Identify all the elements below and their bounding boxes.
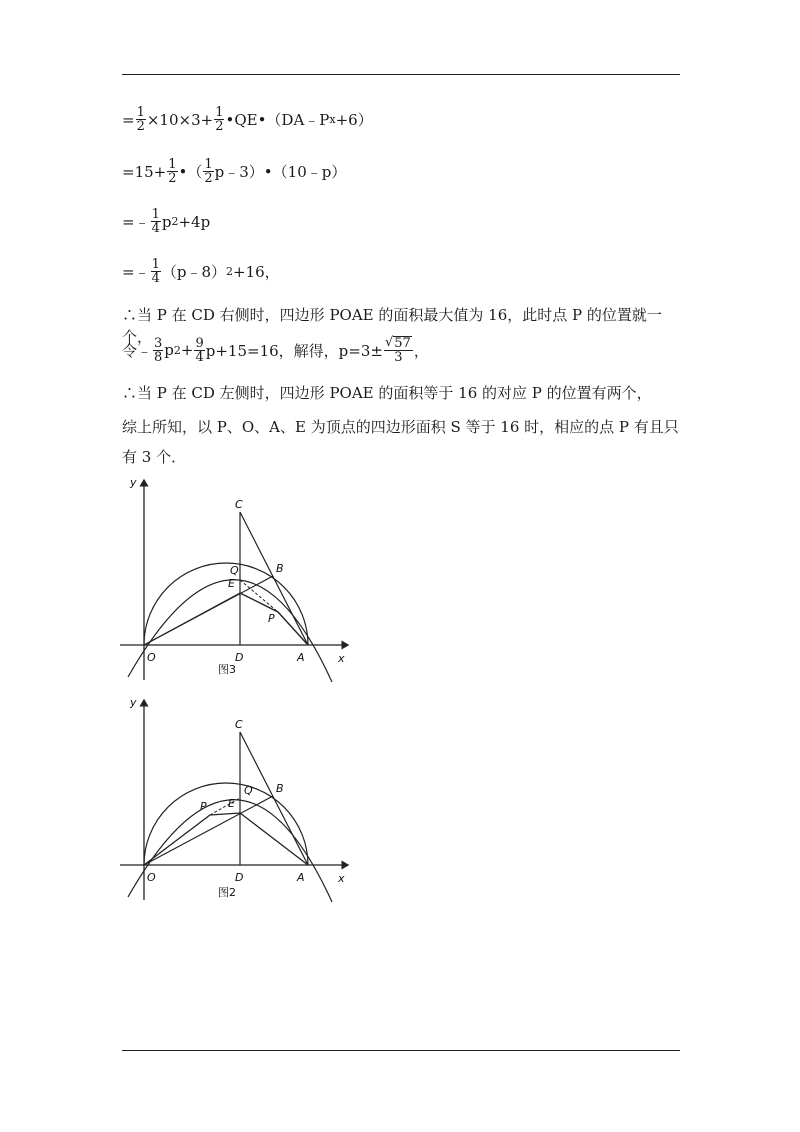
line-ca bbox=[240, 732, 308, 865]
radicand: 57 bbox=[394, 336, 411, 351]
text: （p﹣8） bbox=[161, 263, 227, 281]
text: p bbox=[161, 212, 172, 231]
line-oe bbox=[144, 593, 240, 645]
text: ， bbox=[413, 341, 429, 360]
paragraph-1: ∴当 P 在 CD 右侧时，四边形 POAE 的面积最大值为 16，此时点 P 的位置就一个， bbox=[122, 306, 662, 346]
denominator: 3 bbox=[394, 350, 403, 365]
label-p: P bbox=[268, 612, 275, 625]
numerator: 1 bbox=[204, 157, 213, 172]
label-e: E bbox=[228, 577, 235, 590]
numerator: 1 bbox=[168, 157, 177, 172]
label-x: x bbox=[338, 652, 345, 665]
denominator: 4 bbox=[195, 349, 204, 365]
text: 令﹣ bbox=[122, 341, 153, 360]
text: =15+ bbox=[122, 162, 167, 181]
math-line-5 bbox=[122, 336, 429, 364]
fraction bbox=[167, 158, 177, 185]
text: +6） bbox=[335, 111, 373, 129]
superscript: 2 bbox=[226, 265, 234, 278]
text: p bbox=[164, 341, 174, 359]
numerator: 9 bbox=[195, 335, 204, 351]
paragraph-2: ∴当 P 在 CD 左侧时，四边形 POAE 的面积等于 16 的对应 P 的位置有两个， bbox=[122, 384, 652, 402]
figure-caption: 图2 bbox=[218, 886, 236, 899]
label-e: E bbox=[228, 797, 235, 810]
label-b: B bbox=[276, 562, 284, 575]
text: = bbox=[122, 110, 135, 129]
text: p﹣3）•（10﹣p） bbox=[214, 163, 347, 181]
label-o: O bbox=[147, 871, 156, 884]
denominator: 8 bbox=[154, 349, 163, 365]
label-y: y bbox=[130, 476, 137, 489]
text: =﹣ bbox=[122, 263, 150, 281]
superscript: 2 bbox=[173, 343, 181, 357]
figure-2 bbox=[110, 690, 360, 905]
numerator: 1 bbox=[136, 105, 145, 120]
bottom-rule bbox=[122, 1050, 680, 1051]
label-y: y bbox=[130, 696, 137, 709]
fraction bbox=[136, 106, 146, 133]
fraction bbox=[384, 336, 413, 364]
fraction bbox=[151, 208, 161, 235]
denominator: 4 bbox=[151, 221, 160, 236]
top-rule bbox=[122, 74, 680, 75]
label-a: A bbox=[297, 871, 305, 884]
text: •QE•（DA﹣P bbox=[225, 111, 330, 129]
label-c: C bbox=[235, 498, 243, 511]
superscript: 2 bbox=[171, 215, 179, 228]
line-ca bbox=[240, 512, 308, 645]
text: ×10×3+ bbox=[146, 110, 214, 129]
label-o: O bbox=[147, 651, 156, 664]
label-b: B bbox=[276, 782, 284, 795]
label-x: x bbox=[338, 872, 345, 885]
text: +4p bbox=[178, 212, 211, 231]
fraction bbox=[214, 106, 224, 133]
subscript: x bbox=[329, 113, 336, 126]
text: =﹣ bbox=[122, 213, 150, 231]
figure-3 bbox=[110, 470, 360, 685]
label-q: Q bbox=[244, 784, 253, 797]
fraction bbox=[194, 337, 204, 364]
denominator: 2 bbox=[215, 119, 224, 134]
fraction bbox=[151, 258, 161, 285]
paragraph-3: 综上所知，以 P、O、A、E 为顶点的四边形面积 S 等于 16 时，相应的点 P 有且只有 3 个． bbox=[122, 418, 679, 466]
label-a: A bbox=[297, 651, 305, 664]
numerator: 1 bbox=[151, 257, 160, 272]
text: + bbox=[180, 341, 194, 359]
math-line-1 bbox=[122, 106, 373, 133]
radical bbox=[384, 336, 413, 351]
numerator: 1 bbox=[151, 207, 160, 222]
math-line-4 bbox=[122, 258, 280, 285]
denominator: 4 bbox=[151, 271, 160, 286]
denominator: 2 bbox=[204, 171, 213, 186]
text: +16， bbox=[233, 263, 280, 281]
figure-caption: 图3 bbox=[218, 663, 236, 676]
denominator: 2 bbox=[168, 171, 177, 186]
line-ob bbox=[144, 796, 273, 865]
numerator: 1 bbox=[215, 105, 224, 120]
sqrt-icon: √ bbox=[384, 335, 394, 350]
fraction bbox=[153, 337, 163, 364]
math-line-3 bbox=[122, 208, 210, 235]
fraction bbox=[203, 158, 213, 185]
text: p+15=16，解得，p=3± bbox=[205, 341, 383, 360]
label-q: Q bbox=[230, 564, 239, 577]
math-line-2 bbox=[122, 158, 346, 185]
denominator: 2 bbox=[136, 119, 145, 134]
label-c: C bbox=[235, 718, 243, 731]
text: •（ bbox=[178, 163, 203, 181]
label-d: D bbox=[235, 871, 244, 884]
numerator: 3 bbox=[154, 335, 163, 351]
label-d: D bbox=[235, 651, 244, 664]
label-p: P bbox=[200, 800, 207, 813]
